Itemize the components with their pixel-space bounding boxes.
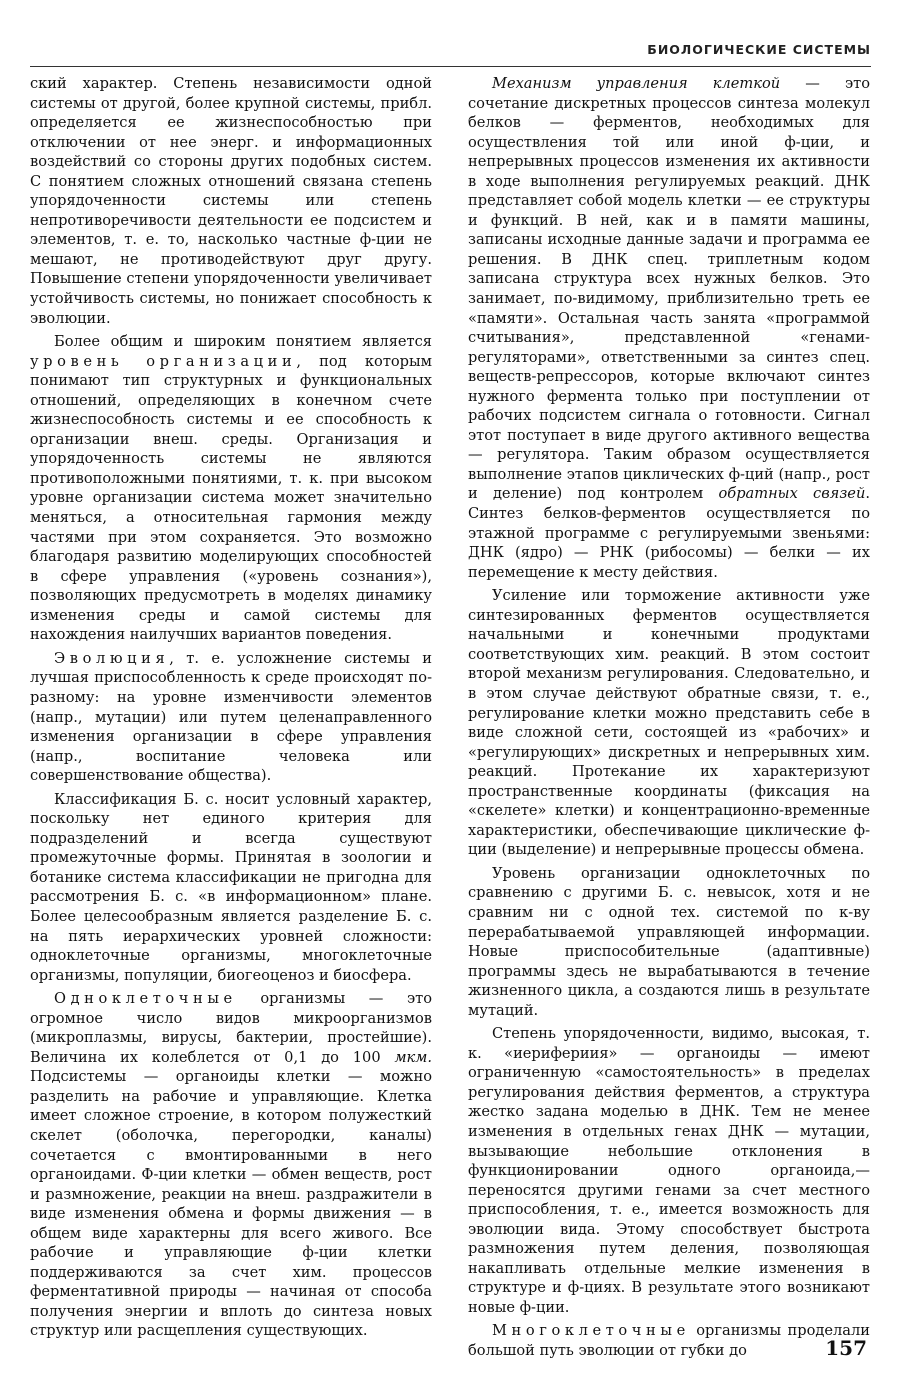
running-head: БИОЛОГИЧЕСКИЕ СИСТЕМЫ <box>647 42 871 57</box>
paragraph: Усиление или торможение активности уже синтезированных ферментов осуществляется начальными и конечными продуктами соответствующих хим. реакций. В этом состоит второй механизм регулирования. Следовательно, и в этом случае действуют обратные связи, т. е., регулирование клетки можно представить себе в виде сложной сети, состоящей из «рабочих» и «регулирующих» дискретных и непрерывных хим. реакций. Протекание их характеризуют пространственные координаты (фиксация на «скелете» клетки) и концентрационно-временные характеристики, обеспечивающие циклические ф-ции (выделение) и непрерывные процессы обмена. <box>468 587 870 859</box>
spaced-term: Многоклеточные <box>492 1322 690 1340</box>
paragraph: Многоклеточные организмы проделали большой путь эволюции от губки до <box>468 1322 870 1359</box>
cross-reference-link: обратных связей <box>718 485 866 503</box>
paragraph: Более общим и широким понятием является уровень организации, под которым понимают тип структурных и функциональных отношений, определяющих в конечном счете жизнеспособность системы и ее способность к организации внеш. среды. Организация и упорядоченность системы не являются противоположными понятиями, т. к. при высоком уровне организации система может значительно меняться, а относительная гармония между частями при этом сохраняется. Это возможно благодаря развитию моделирующих способностей в сфере управления («уровень сознания»), позволяющих предусмотреть в моделях динамику изменения среды и самой системы для нахождения наилучших вариантов поведения. <box>30 333 432 644</box>
paragraph: Механизм управления клеткой — это сочетание дискретных процессов синтеза молекул белков — ферментов, необходимых для осуществления той или иной ф-ции, и непрерывных процессов изменения их активности в ходе выполнения регулируемых реакций. ДНК представляет собой модель клетки — ее структуры и функций. В ней, как и в памяти машины, записаны исходные данные задачи и программа ее решения. В ДНК спец. триплетным кодом записана структура всех нужных белков. Это занимает, по-видимому, приблизительно треть ее «памяти». Остальная часть занята «программой считывания», представленной «генами-регуляторами», ответственными за синтез спец. веществ-репрессоров, которые включают синтез нужного фермента только при поступлении от рабочих подсистем сигнала о готовности. Сигнал этот поступает в виде другого активного вещества — регулятора. Таким образом осуществляется выполнение этапов циклических ф-ций (напр., рост и деление) под контролем обратных связей. Синтез белков-ферментов осуществляется по этажной программе с регулируемыми звеньями: ДНК (ядро) — РНК (рибосомы) — белки — их перемещение к месту действия. <box>468 75 870 581</box>
paragraph: Степень упорядоченности, видимо, высокая, т. к. «иерифериия» — органоиды — имеют ограниченную «самостоятельность» в пределах регулирования действия ферментов, а структура жестко задана моделью в ДНК. Тем не менее изменения в отдельных генах ДНК — мутации, вызывающие небольшие отклонения в функционировании одного органоида,— переносятся другими генами за счет местного приспособления, т. е., имеется возможность для эволюции вида. Этому способствует быстрота размножения путем деления, позволяющая накапливать отдельные мелкие изменения в структуре и ф-циях. В результате этого возникают новые ф-ции. <box>468 1025 870 1316</box>
italic-unit: мкм. <box>394 1048 432 1066</box>
spaced-term: Одноклеточные <box>54 990 237 1008</box>
paragraph: Одноклеточные организмы — это огромное число видов микроорганизмов (микроплазмы, вирусы, бактерии, простейшие). Величина их колеблется от 0,1 до 100 мкм. Подсистемы — органоиды клетки — можно разделить на рабочие и управляющие. Клетка имеет сложное строение, в котором полужесткий скелет (оболочка, перегородки, каналы) сочетается с вмонтированными в него органоидами. Ф-ции клетки — обмен веществ, рост и размножение, реакции на внеш. раздражители в виде изменения обмена и формы движения — в общем виде характерны для всего живого. Все рабочие и управляющие ф-ции клетки поддерживаются за счет хим. процессов ферментативной природы — начиная от способа получения энергии и вплоть до синтеза новых структур или расщепления существующих. <box>30 990 432 1340</box>
left-column <box>30 74 432 1341</box>
spaced-term: Эволюция <box>54 649 170 667</box>
italic-term: Механизм управления клеткой <box>492 75 781 92</box>
paragraph: ский характер. Степень независимости одной системы от другой, более крупной системы, прибл. определяется ее жизнеспособностью при отключении от нее энерг. и информационных воздействий со стороны других подобных систем. С понятием сложных отношений связана степень упорядоченности системы или степень непротиворечивости деятельности ее подсистем и элементов, т. е. то, насколько частные ф-ции не мешают, не противодействуют друг другу. Повышение степени упорядоченности увеличивает устойчивость системы, но понижает способность к эволюции. <box>30 75 432 327</box>
right-column <box>468 74 870 1361</box>
spaced-term: уровень организации <box>30 352 297 370</box>
paragraph: Эволюция, т. е. усложнение системы и лучшая приспособленность к среде происходят по-разному: на уровне изменчивости элементов (напр., мутации) или путем целенаправленного изменения организации в сфере управления (напр., воспитание человека или совершенствование общества). <box>30 649 432 785</box>
paragraph: Уровень организации одноклеточных по сравнению с другими Б. с. невысок, хотя и не сравним ни с одной тех. системой по к-ву перерабатываемой управляющей информации. Новые приспособительные (адаптивные) программы здесь не вырабатываются в течение жизненного цикла, а создаются лишь в результате мутаций. <box>468 864 870 1019</box>
paragraph: Классификация Б. с. носит условный характер, поскольку нет единого критерия для подразделений и всегда существуют промежуточные формы. Принятая в зоологии и ботанике система классификации не пригодна для рассмотрения Б. с. «в информационном» плане. Более целесообразным является разделение Б. с. на пять иерархических уровней сложности: одноклеточные организмы, многоклеточные организмы, популяции, биогеоценоз и биосфера. <box>30 790 432 984</box>
page-number: 157 <box>825 1336 867 1360</box>
header-rule <box>30 66 871 67</box>
